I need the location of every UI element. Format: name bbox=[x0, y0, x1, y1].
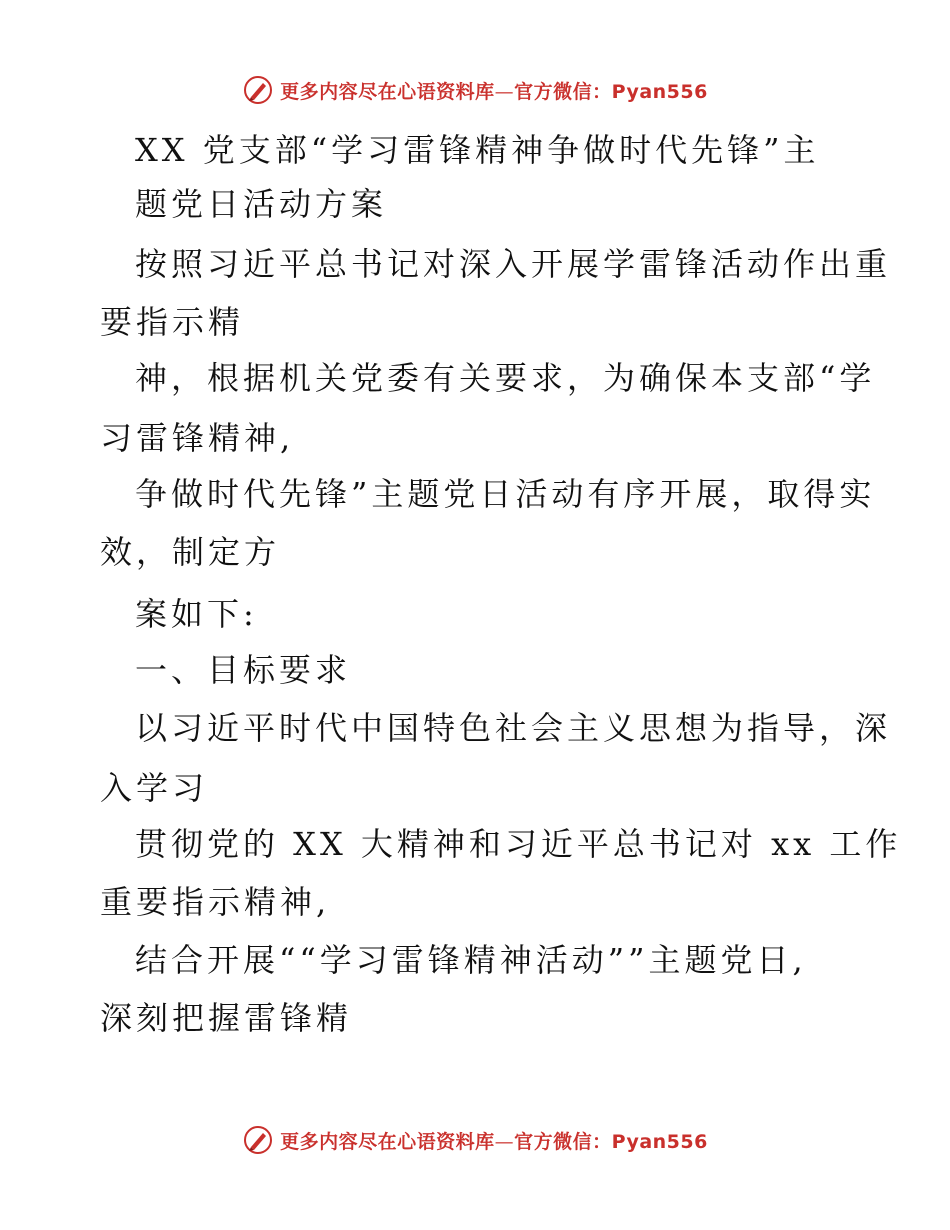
paragraph-line: 效，制定方 bbox=[100, 533, 281, 571]
paragraph-line: 争做时代先锋”主题党日活动有序开展，取得实 bbox=[135, 475, 876, 513]
paragraph-line: 以习近平时代中国特色社会主义思想为指导，深 bbox=[135, 709, 892, 747]
paragraph-line: 要指示精 bbox=[100, 303, 245, 341]
paragraph-line: 入学习 bbox=[100, 769, 209, 807]
pen-logo-icon bbox=[242, 74, 274, 106]
watermark-text: 更多内容尽在心语资料库—官方微信：Pyan556 bbox=[280, 1130, 708, 1153]
paragraph-line: 案如下: bbox=[135, 595, 258, 633]
paragraph-line: 神，根据机关党委有关要求，为确保本支部“学 bbox=[135, 359, 876, 397]
watermark-text: 更多内容尽在心语资料库—官方微信：Pyan556 bbox=[280, 80, 708, 103]
section-heading: 一、目标要求 bbox=[135, 651, 352, 689]
paragraph-line: 按照习近平总书记对深入开展学雷锋活动作出重 bbox=[135, 245, 892, 283]
paragraph-line: 贯彻党的 XX 大精神和习近平总书记对 xx 工作 bbox=[135, 825, 902, 863]
header-watermark bbox=[0, 70, 950, 110]
title-line-2: 题党日活动方案 bbox=[135, 185, 388, 223]
paragraph-line: 结合开展““学习雷锋精神活动””主题党日, bbox=[135, 941, 807, 979]
paragraph-line: 习雷锋精神, bbox=[100, 419, 295, 457]
paragraph-line: 深刻把握雷锋精 bbox=[100, 999, 353, 1037]
title-line-1: XX 党支部“学习雷锋精神争做时代先锋”主 bbox=[135, 131, 820, 169]
footer-watermark bbox=[0, 1120, 950, 1160]
pen-logo-icon bbox=[242, 1124, 274, 1156]
paragraph-line: 重要指示精神, bbox=[100, 883, 331, 921]
